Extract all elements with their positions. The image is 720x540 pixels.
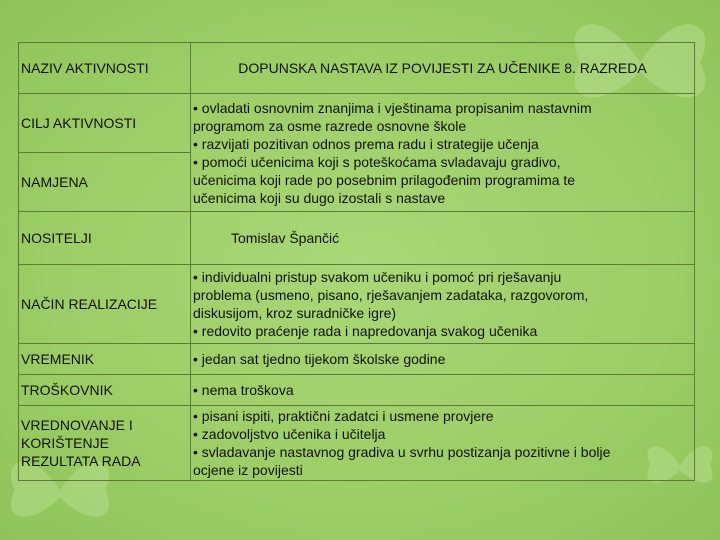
list-item: ocjene iz povijesti [193,462,303,478]
value-vrednovanje [191,406,695,481]
list-item: • pomoći učenicima koji s poteškoćama svladavaju gradivo, [193,153,561,170]
value-nositelji: Tomislav Špančić [191,212,695,265]
activity-table [18,42,695,481]
table-row [19,406,695,481]
value-naziv: DOPUNSKA NASTAVA IZ POVIJESTI ZA UČENIKE 8. RAZREDA [191,43,695,94]
label-vrednovanje [19,406,191,481]
table-row [19,344,695,375]
label-namjena: NAMJENA [19,153,191,212]
value-nacin [191,265,695,344]
label-line: VREDNOVANJE I [21,417,133,433]
value-cilj-namjena [191,94,695,212]
table-row [19,265,695,344]
activity-table-container [18,42,694,482]
label-nacin: NAČIN REALIZACIJE [19,265,191,344]
list-item: • pisani ispiti, praktični zadatci i usmene provjere [193,408,494,424]
value-troskovnik: • nema troškova [191,375,695,406]
list-item: učenicima koji rade po posebnim prilagođenim programima te [193,171,576,188]
list-item: • zadovoljstvo učenika i učitelja [193,426,386,442]
list-item: diskusijom, kroz suradničke igre) [193,305,397,321]
table-row [19,212,695,265]
list-item: • ovladati osnovnim znanjima i vještinama propisanim nastavnim [193,99,592,116]
label-vremenik: VREMENIK [19,344,191,375]
table-row [19,94,695,153]
table-row [19,43,695,94]
list-item: programom za osme razrede osnovne škole [193,117,467,134]
list-item: problema (usmeno, pisano, rješavanjem zadataka, razgovorom, [193,287,589,303]
label-troskovnik: TROŠKOVNIK [19,375,191,406]
list-item: • razvijati pozitivan odnos prema radu i strategije učenja [193,135,539,152]
list-item: • redovito praćenje rada i napredovanja svakog učenika [193,323,538,339]
label-line: KORIŠTENJE [21,435,109,451]
table-row [19,375,695,406]
label-cilj: CILJ AKTIVNOSTI [19,94,191,153]
label-line: REZULTATA RADA [21,453,141,469]
list-item: učenicima koji su dugo izostali s nastave [193,189,446,206]
label-naziv: NAZIV AKTIVNOSTI [19,43,191,94]
list-item: • svladavanje nastavnog gradiva u svrhu postizanja pozitivne i bolje [193,444,611,460]
label-nositelji: NOSITELJI [19,212,191,265]
list-item: • individualni pristup svakom učeniku i pomoć pri rješavanju [193,269,562,285]
value-vremenik: • jedan sat tjedno tijekom školske godine [191,344,695,375]
